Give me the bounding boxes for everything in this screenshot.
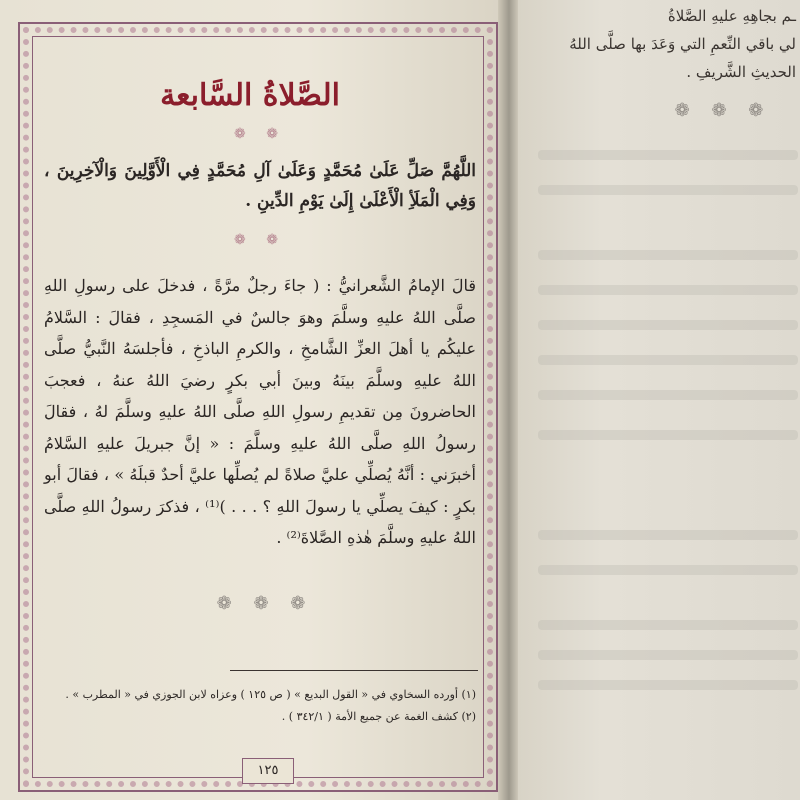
right-line-2: لي باقي النِّعمِ التي وَعَدَ بها صلَّى اللهُ — [569, 35, 796, 53]
ornament-bottom: ❁ ❁ ❁ — [216, 593, 314, 614]
right-line-3: الحديثِ الشَّريفِ . — [686, 63, 796, 81]
book-gutter — [498, 0, 520, 800]
ornament-middle: ❁ ❁ — [234, 232, 286, 248]
page-number: ١٢٥ — [242, 758, 294, 784]
dua-text: اللَّهُمَّ صَلِّ عَلَىٰ مُحَمَّدٍ وَعَلَىٰ آلِ مُحَمَّدٍ فِي الْأَوَّلِينَ وَالْآخِرِينَ ، وَفِي الْمَلَأِ الْأَعْلَىٰ إِلَىٰ يَوْمِ الدِّينِ . — [44, 161, 476, 211]
bleed-through-line — [538, 565, 798, 575]
right-ornament: ❁ ❁ ❁ — [674, 100, 772, 121]
body-paragraph: قالَ الإمامُ الشَّعرانيُّ : ( جاءَ رجلٌ مرَّةً ، فدخلَ على رسولِ اللهِ صلَّى اللهُ عليهِ وسلَّمَ وهوَ جالسٌ في المَسجِدِ ، فقالَ : السَّلامُ عليكُم يا أهلَ العزِّ الشَّامخِ ، والكرمِ الباذخِ ، فأجلسَهُ النَّبيُّ صلَّى اللهُ عليهِ وسلَّمَ بينَهُ وبينَ أبي بكرٍ رضيَ اللهُ عنهُ ، فعجبَ الحاضرونَ مِن تقديمِ رسولِ اللهِ صلَّى اللهُ عليهِ وسلَّمَ لهُ ، فقالَ رسولُ اللهِ صلَّى اللهُ عليهِ وسلَّمَ : « إنَّ جبريلَ عليهِ السَّلامُ أخبرَني : أنَّهُ يُصلِّي عليَّ صلاةً لم يُصلِّها عليَّ أحدٌ قبلَهُ » ، فقالَ أبو بكرٍ : كيفَ يصلِّي يا رسولَ اللهِ ؟ . . . )⁽¹⁾ ، فذكرَ رسولُ اللهِ صلَّى اللهُ عليهِ وسلَّمَ هٰذهِ الصَّلاةَ⁽²⁾ . — [44, 276, 477, 547]
bleed-through-line — [538, 185, 798, 195]
bleed-through-line — [538, 390, 798, 400]
footnote-divider — [230, 670, 478, 671]
bleed-through-line — [538, 680, 798, 690]
bleed-through-line — [538, 430, 798, 440]
footnote-1: (١) أورده السخاوي في « القول البديع » ( ص ١٢٥ ) وعزاه لابن الجوزي في « المطرب » . — [65, 688, 476, 701]
bleed-through-line — [538, 250, 798, 260]
ornament-top: ❁ ❁ — [234, 126, 286, 142]
bleed-through-line — [538, 650, 798, 660]
bleed-through-line — [538, 355, 798, 365]
right-page — [518, 0, 800, 800]
right-line-1: ـم بجاهِهِ عليهِ الصَّلاةُ — [667, 7, 796, 25]
bleed-through-line — [538, 620, 798, 630]
chapter-title: الصَّلاةُ السَّابعة — [160, 78, 340, 113]
footnote-2: (٢) كشف الغمة عن جميع الأمة ( ٣٤٢/١ ) . — [281, 710, 476, 723]
bleed-through-line — [538, 150, 798, 160]
bleed-through-line — [538, 530, 798, 540]
bleed-through-line — [538, 285, 798, 295]
bleed-through-line — [538, 320, 798, 330]
